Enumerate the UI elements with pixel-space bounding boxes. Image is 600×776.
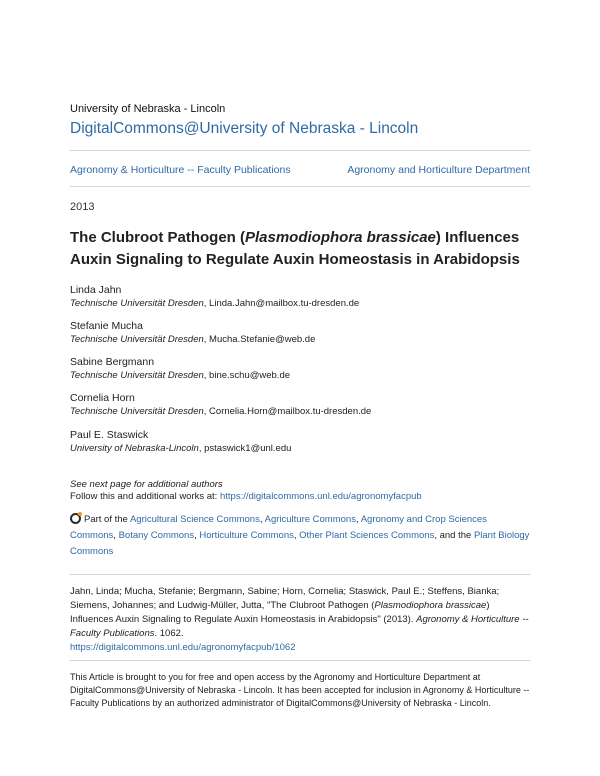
- publication-year: 2013: [70, 201, 95, 213]
- author-entry: [70, 319, 315, 347]
- separator: , and the: [434, 530, 474, 541]
- commons-link[interactable]: Botany Commons: [118, 530, 195, 541]
- access-notice: This Article is brought to you for free and open access by the Agronomy and Horticulture Department at DigitalCommons@University of Nebraska - Lincoln. It has been accepted for inclusion in Agronomy & Horticulture -- Faculty Publications by an authorized administrator of DigitalCommons@University of Nebraska - Lincoln.: [70, 672, 530, 708]
- series-link[interactable]: Agronomy & Horticulture -- Faculty Publications: [70, 164, 291, 176]
- commons-link[interactable]: Other Plant Sciences Commons: [299, 530, 435, 541]
- separator: ,: [293, 530, 300, 541]
- author-email: , Mucha.Stefanie@web.de: [203, 334, 316, 345]
- recommended-citation: [70, 585, 530, 655]
- citation-text: Jahn, Linda; Mucha, Stefanie; Bergmann, Sabine; Horn, Cornelia; Staswick, Paul E.; Steffens, Bianka; Siemens, Johannes; and Ludwig-Müller, Jutta, "The Clubroot Pathogen (: [70, 586, 500, 611]
- author-name: Sabine Bergmann: [70, 356, 155, 368]
- author-email: , Cornelia.Horn@mailbox.tu-dresden.de: [203, 406, 372, 417]
- commons-link[interactable]: Agricultural Science Commons: [129, 514, 260, 525]
- department-link[interactable]: Agronomy and Horticulture Department: [347, 164, 530, 176]
- divider: [70, 660, 530, 661]
- separator: ,: [259, 514, 265, 525]
- author-entry: [70, 283, 359, 311]
- author-affiliation: University of Nebraska-Lincoln: [70, 443, 199, 454]
- divider: [70, 574, 530, 575]
- see-next-page-note: See next page for additional authors: [70, 479, 223, 490]
- follow-link[interactable]: https://digitalcommons.unl.edu/agronomyfacpub: [219, 491, 422, 502]
- citation-species: Plasmodiophora brassicae: [374, 600, 487, 611]
- title-text: The Clubroot Pathogen (: [70, 229, 245, 246]
- commons-link[interactable]: Agronomy and Crop Sciences Commons: [70, 514, 487, 541]
- divider: [70, 186, 530, 187]
- author-entry: [70, 391, 371, 419]
- citation-text: . 1062.: [154, 628, 184, 639]
- author-email: , bine.schu@web.de: [203, 370, 291, 381]
- author-affiliation: Technische Universität Dresden: [70, 406, 204, 417]
- separator: ,: [194, 530, 200, 541]
- citation-text: ) Influences Auxin Signaling to Regulate Auxin Homeostasis in Arabidopsis" (2013).: [70, 600, 490, 625]
- separator: ,: [355, 514, 361, 525]
- author-entry: [70, 428, 291, 456]
- additional-info: [70, 479, 422, 503]
- author-email: , Linda.Jahn@mailbox.tu-dresden.de: [203, 298, 360, 309]
- title-species: Plasmodiophora brassicae: [244, 229, 436, 246]
- author-affiliation: Technische Universität Dresden: [70, 370, 204, 381]
- author-name: Linda Jahn: [70, 284, 122, 296]
- follow-label: Follow this and additional works at:: [70, 491, 220, 502]
- author-name: Cornelia Horn: [70, 392, 135, 404]
- university-name: University of Nebraska - Lincoln: [70, 103, 226, 115]
- author-email: , pstaswick1@unl.edu: [198, 443, 292, 454]
- author-entry: [70, 355, 290, 383]
- author-affiliation: Technische Universität Dresden: [70, 334, 204, 345]
- citation-url[interactable]: https://digitalcommons.unl.edu/agronomyfacpub/1062: [70, 642, 296, 653]
- open-access-icon: [70, 513, 81, 524]
- part-of-label: Part of the: [84, 514, 130, 525]
- author-name: Stefanie Mucha: [70, 320, 143, 332]
- divider: [70, 150, 530, 151]
- separator: ,: [113, 530, 119, 541]
- part-of-commons: [70, 512, 530, 560]
- commons-link[interactable]: Plant Biology Commons: [70, 530, 530, 557]
- author-affiliation: Technische Universität Dresden: [70, 298, 204, 309]
- author-name: Paul E. Staswick: [70, 429, 149, 441]
- citation-journal: Agronomy & Horticulture -- Faculty Publications: [70, 614, 529, 639]
- article-title: [70, 227, 530, 271]
- commons-link[interactable]: Horticulture Commons: [199, 530, 294, 541]
- repository-link[interactable]: DigitalCommons@University of Nebraska - Lincoln: [70, 120, 419, 137]
- commons-link[interactable]: Agriculture Commons: [264, 514, 356, 525]
- title-text: ) Influences Auxin Signaling to Regulate Auxin Homeostasis in Arabidopsis: [70, 229, 520, 268]
